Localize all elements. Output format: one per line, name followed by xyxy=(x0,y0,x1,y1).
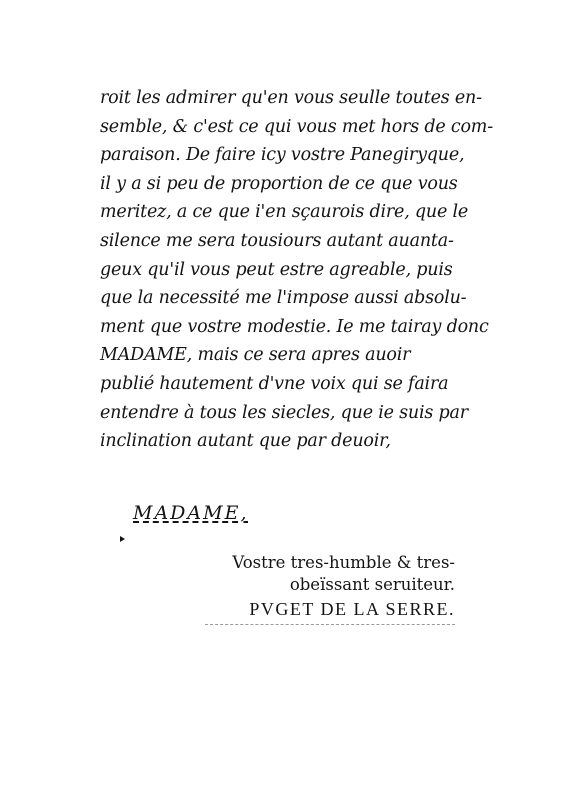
signature-line: Vostre tres-humble & tres- xyxy=(232,553,455,572)
text-line: que la necessité me l'impose aussi absolu- xyxy=(100,288,467,309)
text-line: roit les admirer qu'en vous seulle toutes en- xyxy=(100,88,482,108)
signature-line: obeïssant seruiteur. xyxy=(289,575,455,594)
text-line: il y a si peu de proportion de ce que vous xyxy=(100,173,458,194)
text-line: publié hautement d'vne voix qui se faira xyxy=(100,373,449,394)
signature-block xyxy=(205,552,455,625)
salutation: MADAME, xyxy=(133,502,249,524)
text-line: MADAME, mais ce sera apres auoir xyxy=(100,345,411,366)
text-line: paraison. De faire icy vostre Panegiryque, xyxy=(100,145,465,166)
text-line: inclination autant que par deuoir, xyxy=(100,431,391,452)
text-line: semble, & c'est ce qui vous met hors de com- xyxy=(100,116,493,137)
margin-mark-icon xyxy=(120,536,125,542)
letter-body xyxy=(100,84,493,456)
author-name: PVGET DE LA SERRE. xyxy=(205,596,455,625)
text-line: meritez, a ce que i'en sçaurois dire, que le xyxy=(100,202,469,223)
text-line: entendre à tous les siecles, que ie suis par xyxy=(100,402,468,423)
text-line: geux qu'il vous peut estre agreable, puis xyxy=(100,259,453,280)
text-line: ment que vostre modestie. Ie me tairay donc xyxy=(100,316,489,337)
text-line: silence me sera tousiours autant auanta- xyxy=(100,230,454,251)
